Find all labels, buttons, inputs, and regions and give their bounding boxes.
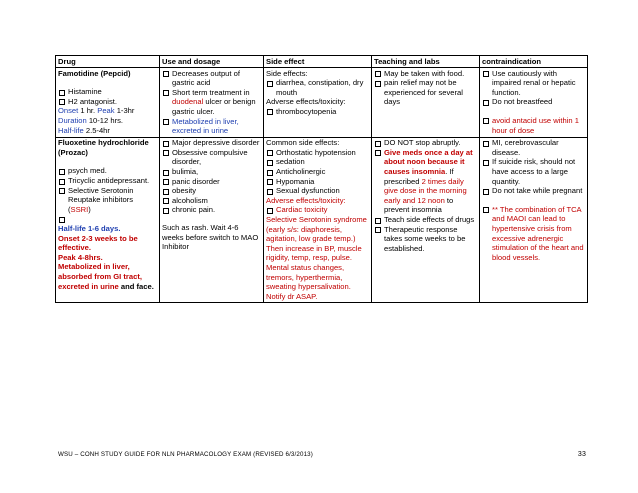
table-row-famotidine [56, 68, 588, 138]
fluoxetine-metabolism: Metabolized in liver, absorbed from GI tract, excreted in urine and face. [58, 262, 154, 291]
list-item: bulimia, [162, 167, 261, 177]
fluoxetine-half-life: Half-life 1-6 days. [58, 224, 121, 233]
fluoxetine-contra-cell [480, 137, 588, 303]
list-item: diarrhea, constipation, dry mouth [266, 78, 369, 97]
list-item: Metabolized in liver, excreted in urine [162, 117, 261, 136]
list-item: Use cautiously with impaired renal or hepatic function. [482, 69, 585, 98]
famotidine-use-cell [160, 68, 264, 138]
fluoxetine-use-note: Such as rash. Wait 4-6 weeks before switch to MAO Inhibitor [162, 223, 259, 252]
table-header-row [56, 56, 588, 68]
header-drug: Drug [56, 56, 160, 68]
adverse-heading: Adverse effects/toxicity: [266, 97, 346, 107]
header-use-dosage: Use and dosage [160, 56, 264, 68]
list-item: Major depressive disorder [162, 138, 261, 148]
list-item: Tricyclic antidepressant. [58, 176, 157, 186]
list-item: panic disorder [162, 177, 261, 187]
header-side-effect: Side effect [264, 56, 372, 68]
list-item: Short term treatment in duodenal ulcer or benign gastric ulcer. [162, 88, 261, 117]
list-item: Cardiac toxicity [266, 205, 369, 215]
side-effects-heading: Common side effects: [266, 138, 340, 148]
list-item: chronic pain. [162, 205, 261, 215]
footer-text: WSU – CONH STUDY GUIDE FOR NLN PHARMACOLOGY EXAM (REVISED 6/3/2013) [58, 451, 313, 458]
page-content [55, 55, 587, 303]
list-item: If suicide risk, should not have access to a large quantity. [482, 157, 585, 186]
fluoxetine-teaching-cell [372, 137, 480, 303]
famotidine-onset-peak: Onset 1 hr. Peak 1-3hr [58, 106, 135, 116]
famotidine-name: Famotidine (Pepcid) [58, 68, 131, 78]
table-row-fluoxetine [56, 137, 588, 303]
list-item: alcoholism [162, 196, 261, 206]
list-item: Hypomania [266, 177, 369, 187]
list-item: Selective Serotonin Reuptake inhibitors (SSRI) [58, 186, 157, 215]
header-teaching-labs: Teaching and labs [372, 56, 480, 68]
list-item: DO NOT stop abruptly. [374, 138, 477, 148]
list-item: ** The combination of TCA and MAOI can lead to hypertensive crisis from excessive adrenergic stimulation of the heart and blood vessels. [482, 205, 585, 263]
list-item: MI, cerebrovascular disease. [482, 138, 585, 157]
list-item [58, 214, 157, 224]
page-footer [58, 451, 588, 458]
fluoxetine-name: Fluoxetine hydrochloride (Prozac) [58, 138, 149, 157]
fluoxetine-drug-cell [56, 137, 160, 303]
list-item: Obsessive compulsive disorder, [162, 148, 261, 167]
list-item: pain relief may not be experienced for several days [374, 78, 477, 107]
famotidine-half-life: Half-life 2.5-4hr [58, 125, 110, 135]
list-item: psych med. [58, 166, 157, 176]
page-number: 33 [577, 451, 586, 458]
list-item: Teach side effects of drugs [374, 215, 477, 225]
list-item: Orthostatic hypotension [266, 148, 369, 158]
list-item: Sexual dysfunction [266, 186, 369, 196]
fluoxetine-peak: Peak 4-8hrs. [58, 252, 103, 262]
side-effects-heading: Side effects: [266, 68, 308, 78]
famotidine-side-cell [264, 68, 372, 138]
list-item: Do not breastfeed [482, 97, 585, 107]
list-item: sedation [266, 157, 369, 167]
list-item: Anticholinergic [266, 167, 369, 177]
famotidine-class-list [58, 87, 157, 106]
adverse-heading: Adverse effects/toxicity: [266, 195, 346, 205]
list-item: Histamine [58, 87, 157, 97]
list-item: Therapeutic response takes some weeks to be established. [374, 225, 477, 254]
list-item: Do not take while pregnant [482, 186, 585, 196]
serotonin-syndrome-text: Selective Serotonin syndrome (early s/s: diaphoresis, agitation, low grade temp.) Then increase in BP, muscle rigidity, temp, resp, pulse. Mental status changes, tremors, hyperthermia, sweating hypersalivation. Notify dr ASAP. [266, 215, 367, 301]
famotidine-contra-cell [480, 68, 588, 138]
header-contraindication: contraindication [480, 56, 588, 68]
fluoxetine-side-cell [264, 137, 372, 303]
list-item: Decreases output of gastric acid [162, 69, 261, 88]
fluoxetine-onset: Onset 2-3 weeks to be effective. [58, 233, 138, 253]
list-item: avoid antacid use within 1 hour of dose [482, 116, 585, 135]
list-item: H2 antagonist. [58, 97, 157, 107]
famotidine-duration: Duration 10-12 hrs. [58, 115, 124, 125]
famotidine-teaching-cell [372, 68, 480, 138]
famotidine-drug-cell [56, 68, 160, 138]
list-item: Give meds once a day at about noon because it causes insomnia. If prescribed 2 times daily give dose in the morning early and 12 noon to prevent insomnia [374, 148, 477, 215]
list-item: obesity [162, 186, 261, 196]
list-item: thrombocytopenia [266, 107, 369, 117]
list-item: May be taken with food. [374, 69, 477, 79]
fluoxetine-use-cell [160, 137, 264, 303]
drug-table [55, 55, 588, 303]
